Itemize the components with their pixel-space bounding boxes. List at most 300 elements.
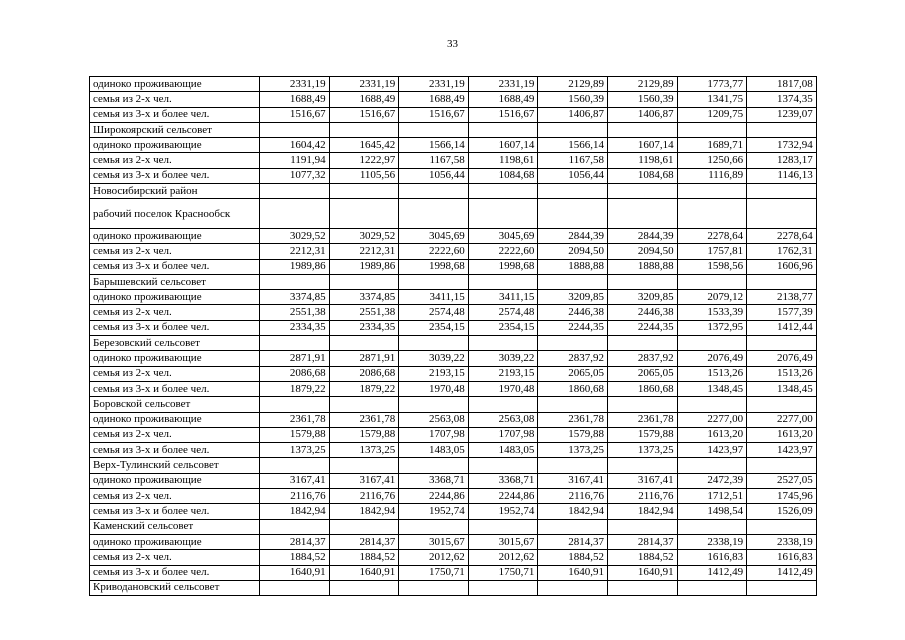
value-cell: 1077,32 bbox=[260, 168, 330, 183]
row-label: Барышевский сельсовет bbox=[90, 274, 260, 289]
value-cell: 1888,88 bbox=[538, 259, 608, 274]
value-cell: 3015,67 bbox=[468, 534, 538, 549]
value-cell: 1998,68 bbox=[399, 259, 469, 274]
value-cell bbox=[538, 519, 608, 534]
value-cell: 1688,49 bbox=[329, 92, 399, 107]
value-cell bbox=[329, 336, 399, 351]
value-cell: 2278,64 bbox=[747, 228, 817, 243]
table-row bbox=[90, 122, 817, 137]
value-cell: 1952,74 bbox=[399, 504, 469, 519]
value-cell bbox=[747, 336, 817, 351]
row-label: одиноко проживающие bbox=[90, 351, 260, 366]
value-cell bbox=[607, 199, 677, 229]
value-cell: 1283,17 bbox=[747, 153, 817, 168]
value-cell bbox=[607, 274, 677, 289]
row-label: семья из 2-х чел. bbox=[90, 366, 260, 381]
value-cell: 2212,31 bbox=[329, 244, 399, 259]
value-cell bbox=[677, 184, 747, 199]
value-cell: 2244,86 bbox=[468, 489, 538, 504]
value-cell: 2244,35 bbox=[607, 320, 677, 335]
value-cell: 1516,67 bbox=[468, 107, 538, 122]
value-cell: 1842,94 bbox=[607, 504, 677, 519]
value-cell: 1167,58 bbox=[538, 153, 608, 168]
value-cell: 1604,42 bbox=[260, 138, 330, 153]
row-label: семья из 3-х и более чел. bbox=[90, 381, 260, 396]
value-cell bbox=[747, 122, 817, 137]
table-row bbox=[90, 550, 817, 565]
value-cell: 1372,95 bbox=[677, 320, 747, 335]
value-cell: 1348,45 bbox=[747, 381, 817, 396]
value-cell bbox=[260, 274, 330, 289]
value-cell: 2065,05 bbox=[607, 366, 677, 381]
row-label: одиноко проживающие bbox=[90, 290, 260, 305]
value-cell: 1688,49 bbox=[468, 92, 538, 107]
table-row bbox=[90, 92, 817, 107]
table-row bbox=[90, 305, 817, 320]
value-cell bbox=[468, 274, 538, 289]
value-cell: 2334,35 bbox=[260, 320, 330, 335]
value-cell bbox=[607, 336, 677, 351]
value-cell: 1373,25 bbox=[260, 443, 330, 458]
table-row bbox=[90, 153, 817, 168]
value-cell: 1373,25 bbox=[607, 443, 677, 458]
value-cell: 1577,39 bbox=[747, 305, 817, 320]
value-cell: 2116,76 bbox=[260, 489, 330, 504]
row-label: семья из 3-х и более чел. bbox=[90, 320, 260, 335]
value-cell: 2193,15 bbox=[468, 366, 538, 381]
value-cell: 2446,38 bbox=[538, 305, 608, 320]
value-cell: 1579,88 bbox=[329, 427, 399, 442]
value-cell bbox=[538, 274, 608, 289]
value-cell bbox=[747, 397, 817, 412]
table-row bbox=[90, 534, 817, 549]
value-cell: 3029,52 bbox=[260, 228, 330, 243]
value-cell: 3167,41 bbox=[607, 473, 677, 488]
value-cell bbox=[468, 122, 538, 137]
value-cell: 1970,48 bbox=[399, 381, 469, 396]
value-cell: 2814,37 bbox=[329, 534, 399, 549]
value-cell: 1860,68 bbox=[607, 381, 677, 396]
value-cell: 1406,87 bbox=[607, 107, 677, 122]
value-cell: 1757,81 bbox=[677, 244, 747, 259]
value-cell bbox=[329, 122, 399, 137]
value-cell: 1750,71 bbox=[468, 565, 538, 580]
value-cell bbox=[329, 519, 399, 534]
value-cell bbox=[260, 580, 330, 595]
value-cell: 1732,94 bbox=[747, 138, 817, 153]
table-row bbox=[90, 184, 817, 199]
value-cell: 1412,44 bbox=[747, 320, 817, 335]
value-cell bbox=[747, 519, 817, 534]
row-label: одиноко проживающие bbox=[90, 228, 260, 243]
value-cell: 1884,52 bbox=[329, 550, 399, 565]
row-label: одиноко проживающие bbox=[90, 473, 260, 488]
value-cell: 1616,83 bbox=[747, 550, 817, 565]
value-cell bbox=[468, 580, 538, 595]
value-cell: 2331,19 bbox=[329, 77, 399, 92]
table-row bbox=[90, 366, 817, 381]
row-label: одиноко проживающие bbox=[90, 77, 260, 92]
row-label: Широкоярский сельсовет bbox=[90, 122, 260, 137]
value-cell: 1842,94 bbox=[329, 504, 399, 519]
value-cell: 1341,75 bbox=[677, 92, 747, 107]
value-cell: 2837,92 bbox=[538, 351, 608, 366]
value-cell: 2193,15 bbox=[399, 366, 469, 381]
page-number: 33 bbox=[447, 38, 458, 50]
value-cell: 1860,68 bbox=[538, 381, 608, 396]
value-cell bbox=[607, 397, 677, 412]
value-cell: 2574,48 bbox=[399, 305, 469, 320]
value-cell: 2551,38 bbox=[329, 305, 399, 320]
value-cell: 2331,19 bbox=[260, 77, 330, 92]
value-cell: 2814,37 bbox=[607, 534, 677, 549]
value-cell: 2076,49 bbox=[747, 351, 817, 366]
value-cell: 1616,83 bbox=[677, 550, 747, 565]
value-cell bbox=[260, 458, 330, 473]
value-cell: 2331,19 bbox=[399, 77, 469, 92]
value-cell: 2472,39 bbox=[677, 473, 747, 488]
value-cell: 1056,44 bbox=[538, 168, 608, 183]
row-label: рабочий поселок Краснообск bbox=[90, 199, 260, 229]
value-cell: 1640,91 bbox=[538, 565, 608, 580]
value-cell: 3045,69 bbox=[399, 228, 469, 243]
value-cell: 2871,91 bbox=[260, 351, 330, 366]
value-cell: 1884,52 bbox=[260, 550, 330, 565]
value-cell bbox=[399, 184, 469, 199]
value-cell: 3039,22 bbox=[468, 351, 538, 366]
value-cell bbox=[260, 519, 330, 534]
value-cell bbox=[677, 397, 747, 412]
value-cell bbox=[329, 274, 399, 289]
value-cell: 1745,96 bbox=[747, 489, 817, 504]
row-label: семья из 3-х и более чел. bbox=[90, 443, 260, 458]
table-row bbox=[90, 228, 817, 243]
value-cell: 1879,22 bbox=[260, 381, 330, 396]
value-cell: 2212,31 bbox=[260, 244, 330, 259]
value-cell: 2837,92 bbox=[607, 351, 677, 366]
value-cell: 1613,20 bbox=[747, 427, 817, 442]
value-cell: 1513,26 bbox=[747, 366, 817, 381]
table-row bbox=[90, 199, 817, 229]
tariff-table bbox=[89, 76, 817, 596]
value-cell: 3015,67 bbox=[399, 534, 469, 549]
value-cell: 1526,09 bbox=[747, 504, 817, 519]
value-cell: 1191,94 bbox=[260, 153, 330, 168]
value-cell: 2116,76 bbox=[329, 489, 399, 504]
value-cell bbox=[329, 199, 399, 229]
row-label: одиноко проживающие bbox=[90, 534, 260, 549]
value-cell bbox=[468, 519, 538, 534]
value-cell: 2094,50 bbox=[607, 244, 677, 259]
value-cell: 2527,05 bbox=[747, 473, 817, 488]
value-cell: 2551,38 bbox=[260, 305, 330, 320]
value-cell: 3167,41 bbox=[260, 473, 330, 488]
table-row bbox=[90, 274, 817, 289]
value-cell bbox=[399, 199, 469, 229]
value-cell: 3411,15 bbox=[399, 290, 469, 305]
row-label: семья из 2-х чел. bbox=[90, 305, 260, 320]
value-cell: 2129,89 bbox=[607, 77, 677, 92]
value-cell: 2278,64 bbox=[677, 228, 747, 243]
value-cell: 1374,35 bbox=[747, 92, 817, 107]
value-cell bbox=[677, 580, 747, 595]
value-cell: 1105,56 bbox=[329, 168, 399, 183]
value-cell: 1222,97 bbox=[329, 153, 399, 168]
row-label: семья из 3-х и более чел. bbox=[90, 259, 260, 274]
value-cell: 1198,61 bbox=[607, 153, 677, 168]
value-cell: 3374,85 bbox=[260, 290, 330, 305]
value-cell: 1483,05 bbox=[399, 443, 469, 458]
table-row bbox=[90, 565, 817, 580]
value-cell bbox=[677, 519, 747, 534]
row-label: семья из 2-х чел. bbox=[90, 489, 260, 504]
table-row bbox=[90, 259, 817, 274]
value-cell: 1607,14 bbox=[468, 138, 538, 153]
value-cell: 3167,41 bbox=[329, 473, 399, 488]
value-cell: 1146,13 bbox=[747, 168, 817, 183]
value-cell: 1640,91 bbox=[329, 565, 399, 580]
value-cell: 1084,68 bbox=[607, 168, 677, 183]
table-row bbox=[90, 244, 817, 259]
value-cell bbox=[260, 122, 330, 137]
value-cell: 3039,22 bbox=[399, 351, 469, 366]
value-cell: 2563,08 bbox=[399, 412, 469, 427]
value-cell: 2338,19 bbox=[677, 534, 747, 549]
row-label: Верх-Тулинский сельсовет bbox=[90, 458, 260, 473]
value-cell: 2814,37 bbox=[260, 534, 330, 549]
value-cell: 1707,98 bbox=[468, 427, 538, 442]
value-cell: 1209,75 bbox=[677, 107, 747, 122]
value-cell: 1560,39 bbox=[538, 92, 608, 107]
value-cell: 1373,25 bbox=[329, 443, 399, 458]
value-cell: 1483,05 bbox=[468, 443, 538, 458]
value-cell: 3209,85 bbox=[538, 290, 608, 305]
value-cell bbox=[607, 458, 677, 473]
value-cell: 1707,98 bbox=[399, 427, 469, 442]
table-row bbox=[90, 138, 817, 153]
table-row bbox=[90, 412, 817, 427]
row-label: Криводановский сельсовет bbox=[90, 580, 260, 595]
value-cell bbox=[399, 580, 469, 595]
value-cell: 1579,88 bbox=[607, 427, 677, 442]
value-cell: 1640,91 bbox=[607, 565, 677, 580]
value-cell: 2244,86 bbox=[399, 489, 469, 504]
value-cell bbox=[677, 122, 747, 137]
value-cell: 1884,52 bbox=[538, 550, 608, 565]
row-label: семья из 3-х и более чел. bbox=[90, 107, 260, 122]
value-cell bbox=[538, 458, 608, 473]
value-cell bbox=[468, 184, 538, 199]
value-cell: 2222,60 bbox=[399, 244, 469, 259]
table-row bbox=[90, 168, 817, 183]
value-cell bbox=[399, 122, 469, 137]
value-cell: 1566,14 bbox=[538, 138, 608, 153]
value-cell bbox=[399, 397, 469, 412]
value-cell bbox=[538, 199, 608, 229]
value-cell: 1688,49 bbox=[260, 92, 330, 107]
value-cell: 1773,77 bbox=[677, 77, 747, 92]
table-row bbox=[90, 381, 817, 396]
value-cell: 2361,78 bbox=[538, 412, 608, 427]
value-cell bbox=[538, 580, 608, 595]
value-cell bbox=[747, 199, 817, 229]
table-row bbox=[90, 443, 817, 458]
value-cell: 1952,74 bbox=[468, 504, 538, 519]
value-cell: 1348,45 bbox=[677, 381, 747, 396]
value-cell: 1888,88 bbox=[607, 259, 677, 274]
value-cell: 1167,58 bbox=[399, 153, 469, 168]
value-cell bbox=[260, 184, 330, 199]
value-cell: 1560,39 bbox=[607, 92, 677, 107]
value-cell: 1606,96 bbox=[747, 259, 817, 274]
value-cell: 2094,50 bbox=[538, 244, 608, 259]
table-row bbox=[90, 77, 817, 92]
value-cell: 1579,88 bbox=[260, 427, 330, 442]
value-cell bbox=[677, 336, 747, 351]
value-cell: 1516,67 bbox=[329, 107, 399, 122]
table-row bbox=[90, 458, 817, 473]
value-cell: 1412,49 bbox=[677, 565, 747, 580]
value-cell: 1373,25 bbox=[538, 443, 608, 458]
value-cell: 2222,60 bbox=[468, 244, 538, 259]
value-cell: 2574,48 bbox=[468, 305, 538, 320]
value-cell bbox=[399, 336, 469, 351]
table-row bbox=[90, 336, 817, 351]
value-cell bbox=[538, 122, 608, 137]
value-cell: 3368,71 bbox=[468, 473, 538, 488]
table-row bbox=[90, 397, 817, 412]
value-cell: 1688,49 bbox=[399, 92, 469, 107]
value-cell bbox=[607, 519, 677, 534]
value-cell: 1566,14 bbox=[399, 138, 469, 153]
table-row bbox=[90, 320, 817, 335]
value-cell bbox=[329, 458, 399, 473]
value-cell: 1084,68 bbox=[468, 168, 538, 183]
value-cell bbox=[399, 458, 469, 473]
value-cell: 2331,19 bbox=[468, 77, 538, 92]
value-cell: 1879,22 bbox=[329, 381, 399, 396]
table-row bbox=[90, 290, 817, 305]
row-label: одиноко проживающие bbox=[90, 412, 260, 427]
table-row bbox=[90, 489, 817, 504]
value-cell bbox=[747, 458, 817, 473]
value-cell bbox=[260, 336, 330, 351]
row-label: Новосибирский район bbox=[90, 184, 260, 199]
value-cell: 2244,35 bbox=[538, 320, 608, 335]
value-cell: 3045,69 bbox=[468, 228, 538, 243]
value-cell: 1712,51 bbox=[677, 489, 747, 504]
value-cell: 1640,91 bbox=[260, 565, 330, 580]
value-cell: 3368,71 bbox=[399, 473, 469, 488]
value-cell: 2361,78 bbox=[260, 412, 330, 427]
row-label: Боровской сельсовет bbox=[90, 397, 260, 412]
value-cell: 1250,66 bbox=[677, 153, 747, 168]
value-cell: 3167,41 bbox=[538, 473, 608, 488]
value-cell: 1412,49 bbox=[747, 565, 817, 580]
value-cell: 2086,68 bbox=[329, 366, 399, 381]
value-cell bbox=[468, 336, 538, 351]
value-cell bbox=[329, 184, 399, 199]
table-body bbox=[90, 77, 817, 596]
value-cell: 1406,87 bbox=[538, 107, 608, 122]
value-cell: 3029,52 bbox=[329, 228, 399, 243]
row-label: семья из 2-х чел. bbox=[90, 153, 260, 168]
value-cell bbox=[607, 580, 677, 595]
value-cell: 2871,91 bbox=[329, 351, 399, 366]
value-cell: 1116,89 bbox=[677, 168, 747, 183]
table-row bbox=[90, 504, 817, 519]
value-cell: 2563,08 bbox=[468, 412, 538, 427]
value-cell bbox=[468, 397, 538, 412]
value-cell: 1513,26 bbox=[677, 366, 747, 381]
value-cell: 2116,76 bbox=[538, 489, 608, 504]
value-cell bbox=[607, 122, 677, 137]
row-label: семья из 3-х и более чел. bbox=[90, 168, 260, 183]
table-row bbox=[90, 519, 817, 534]
value-cell bbox=[677, 274, 747, 289]
value-cell: 2361,78 bbox=[329, 412, 399, 427]
row-label: семья из 2-х чел. bbox=[90, 92, 260, 107]
row-label: семья из 3-х и более чел. bbox=[90, 565, 260, 580]
value-cell: 2086,68 bbox=[260, 366, 330, 381]
value-cell: 1884,52 bbox=[607, 550, 677, 565]
value-cell: 2844,39 bbox=[607, 228, 677, 243]
value-cell: 2076,49 bbox=[677, 351, 747, 366]
value-cell: 1607,14 bbox=[607, 138, 677, 153]
value-cell: 2138,77 bbox=[747, 290, 817, 305]
value-cell: 1970,48 bbox=[468, 381, 538, 396]
value-cell: 1842,94 bbox=[260, 504, 330, 519]
row-label: одиноко проживающие bbox=[90, 138, 260, 153]
value-cell bbox=[329, 580, 399, 595]
value-cell: 2116,76 bbox=[607, 489, 677, 504]
row-label: семья из 2-х чел. bbox=[90, 427, 260, 442]
row-label: семья из 2-х чел. bbox=[90, 550, 260, 565]
value-cell bbox=[399, 274, 469, 289]
value-cell bbox=[538, 336, 608, 351]
value-cell: 2277,00 bbox=[677, 412, 747, 427]
value-cell: 2814,37 bbox=[538, 534, 608, 549]
value-cell: 1423,97 bbox=[747, 443, 817, 458]
value-cell: 3374,85 bbox=[329, 290, 399, 305]
value-cell: 1762,31 bbox=[747, 244, 817, 259]
value-cell: 1989,86 bbox=[329, 259, 399, 274]
value-cell: 1689,71 bbox=[677, 138, 747, 153]
value-cell: 2338,19 bbox=[747, 534, 817, 549]
row-label: семья из 3-х и более чел. bbox=[90, 504, 260, 519]
value-cell bbox=[538, 397, 608, 412]
value-cell: 2012,62 bbox=[468, 550, 538, 565]
value-cell: 1533,39 bbox=[677, 305, 747, 320]
value-cell: 2361,78 bbox=[607, 412, 677, 427]
value-cell bbox=[329, 397, 399, 412]
value-cell: 2354,15 bbox=[468, 320, 538, 335]
value-cell: 2129,89 bbox=[538, 77, 608, 92]
value-cell bbox=[468, 199, 538, 229]
value-cell: 1516,67 bbox=[260, 107, 330, 122]
table-row bbox=[90, 580, 817, 595]
table-row bbox=[90, 351, 817, 366]
value-cell bbox=[677, 458, 747, 473]
value-cell: 1842,94 bbox=[538, 504, 608, 519]
value-cell bbox=[747, 274, 817, 289]
value-cell: 1598,56 bbox=[677, 259, 747, 274]
value-cell: 1423,97 bbox=[677, 443, 747, 458]
value-cell: 1498,54 bbox=[677, 504, 747, 519]
value-cell bbox=[399, 519, 469, 534]
value-cell: 1198,61 bbox=[468, 153, 538, 168]
value-cell: 2065,05 bbox=[538, 366, 608, 381]
